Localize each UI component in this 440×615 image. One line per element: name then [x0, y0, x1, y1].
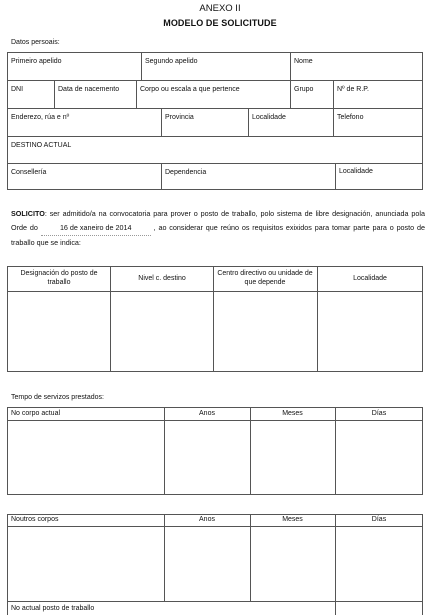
col-divider	[164, 514, 165, 601]
months-header: Meses	[282, 516, 303, 523]
col-divider	[141, 52, 142, 80]
col-divider	[161, 163, 162, 190]
col-divider	[335, 163, 336, 190]
group-field[interactable]: Grupo	[294, 86, 314, 93]
annex-label: ANEXO II	[199, 3, 241, 14]
rp-number-field[interactable]: Nº de R.P.	[337, 86, 369, 93]
col-divider	[333, 108, 334, 136]
col-divider	[54, 80, 55, 108]
address-field[interactable]: Enderezo, rúa e nº	[11, 114, 70, 121]
col-header-post: Designación do posto de traballo	[20, 270, 98, 286]
corps-field[interactable]: Corpo ou escala a que pertence	[140, 86, 240, 93]
birth-date-field[interactable]: Data de nacemento	[58, 86, 120, 93]
request-paragraph	[11, 207, 425, 250]
first-surname-field[interactable]: Primeiro apelido	[11, 58, 62, 65]
col-divider	[164, 407, 165, 495]
dni-field[interactable]: DNI	[11, 86, 24, 93]
province-field[interactable]: Provincia	[165, 114, 194, 121]
col-divider	[250, 514, 251, 601]
phone-field[interactable]: Telefono	[337, 114, 364, 121]
col-divider	[110, 266, 111, 372]
name-field[interactable]: Nome	[294, 58, 313, 65]
other-corps-header: Noutros corpos	[11, 516, 59, 523]
current-corps-header: No corpo actual	[11, 410, 61, 417]
current-destination-label: DESTINO ACTUAL	[11, 142, 72, 149]
col-divider	[290, 80, 291, 108]
col-header-locality: Localidade	[353, 275, 387, 282]
current-post-label: No actual posto de traballo	[11, 605, 95, 612]
request-text-1: : ser admitido/a na convocatoria para prover o posto de traballo, polo sistema de libre designación, anunciada pola Orde do	[11, 209, 425, 232]
col-divider	[317, 266, 318, 372]
days-header: Días	[371, 516, 387, 523]
col-divider	[333, 80, 334, 108]
request-text-2: , ao considerar que reúno os requisitos exixidos para tomar parte para o posto de traballo que se indica:	[11, 223, 426, 247]
header-divider	[7, 420, 423, 421]
row-divider	[7, 601, 423, 602]
col-divider	[161, 108, 162, 136]
col-divider	[136, 80, 137, 108]
col-header-level: Nivel c. destino	[138, 275, 186, 282]
request-lead: SOLICITO	[11, 209, 45, 218]
col-divider	[213, 266, 214, 372]
months-header: Meses	[282, 410, 303, 417]
second-surname-field[interactable]: Segundo apelido	[145, 58, 198, 65]
order-date-field[interactable]: 16 de xaneiro de 2014	[41, 221, 151, 236]
row-divider	[7, 80, 423, 81]
header-divider	[7, 526, 423, 527]
days-header: Días	[371, 410, 387, 417]
department-field[interactable]: Consellería	[11, 169, 47, 176]
header-divider	[7, 291, 423, 292]
col-divider	[248, 108, 249, 136]
col-header-center: Centro directivo ou unidade de que depende	[217, 270, 313, 286]
service-time-label: Tempo de servizos prestados:	[11, 394, 104, 401]
dependency-field[interactable]: Dependencia	[165, 169, 207, 176]
col-divider	[290, 52, 291, 80]
years-header: Anos	[199, 410, 215, 417]
personal-data-label: Datos persoais:	[11, 39, 60, 46]
destination-locality-field[interactable]: Localidade	[339, 168, 373, 175]
row-divider	[7, 163, 423, 164]
form-title: MODELO DE SOLICITUDE	[163, 18, 277, 28]
col-divider	[335, 407, 336, 495]
locality-field[interactable]: Localidade	[252, 114, 286, 121]
row-divider	[7, 108, 423, 109]
col-divider	[335, 514, 336, 615]
col-divider	[250, 407, 251, 495]
years-header: Anos	[199, 516, 215, 523]
other-corps-table	[7, 514, 423, 615]
row-divider	[7, 136, 423, 137]
